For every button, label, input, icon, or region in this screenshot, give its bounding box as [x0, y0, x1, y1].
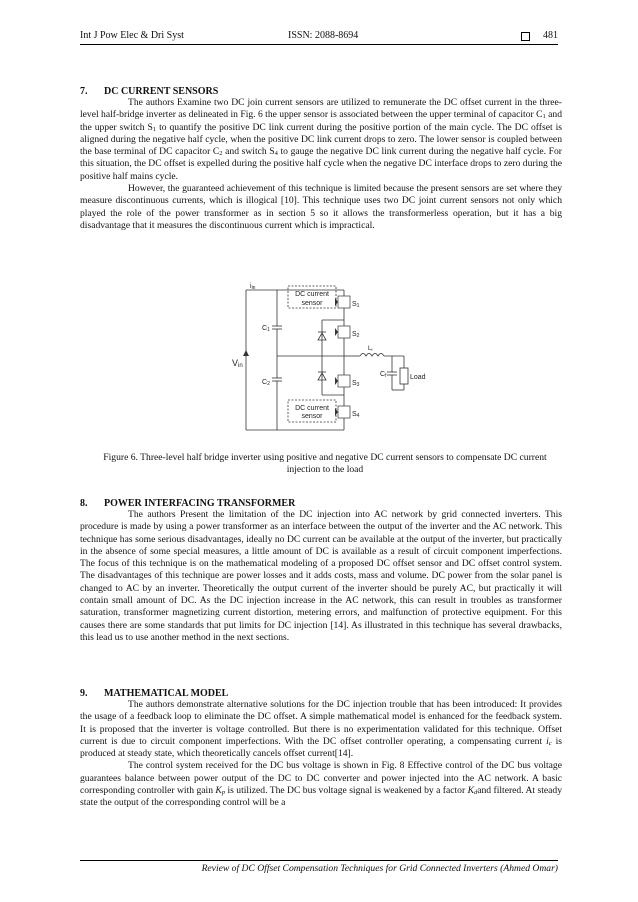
switch-s3: [338, 375, 350, 387]
label-c2: C2: [262, 379, 270, 387]
section-8-heading: [80, 498, 562, 509]
section-7-heading: [80, 86, 562, 97]
section-7-paragraph-1: The authors Examine two DC join current sensors are utilized to remunerate the DC offset current in the three-level half-bridge inverter as delineated in Fig. 6 the upper sensor is associated between the upper terminal of capacitor $C_1$ and the upper switch $S_1$ to quantify the positive DC link current during the positive portion of the main cycle. The DC offset is aligned during the negative half cycle, when the positive DC link current drops to zero. The lower sensor is coupled between the base terminal of DC capacitor $C_2$ and switch $S_4$ to gauge the negative DC link current during the negative half cycle. For this situation, the DC offset is expelled during the positive half cycle when the negative DC interface drops to zero during the positive half mains cycle.: [80, 97, 562, 182]
running-footer: Review of DC Offset Compensation Techniques for Grid Connected Inverters (Ahmed Omar): [80, 860, 558, 874]
switch-s1: [338, 296, 350, 308]
section-8-number: 8.: [80, 498, 88, 509]
switch-s2: [338, 326, 350, 338]
label-sensor-top-line1: DC current: [295, 291, 329, 298]
label-load: Load: [410, 374, 426, 381]
section-9-heading: [80, 688, 562, 699]
label-s1: S1: [352, 301, 360, 309]
label-sensor-bottom-line2: sensor: [301, 413, 323, 420]
circuit-diagram: [232, 280, 432, 440]
figure-6-caption: Figure 6. Three-level half bridge inverter using positive and negative DC current sensors to compensate DC current injection to the load: [103, 452, 547, 476]
page-number: 481: [543, 30, 558, 41]
section-9-title: MATHEMATICAL MODEL: [104, 688, 229, 699]
section-7-paragraph-2: However, the guaranteed achievement of this technique is limited because the present sensors are set where they measure discontinuous currents, which is illogical [10]. This technique uses two DC joint current sensors not only which played the role of the power transformer as in section 5 so it allows the transformerless operation, but it has a big disadvantage that it measures the discontinuous current which is impractical.: [80, 183, 562, 231]
issn: ISSN: 2088-8694: [288, 30, 359, 41]
label-lf: Lf: [368, 346, 373, 352]
label-c1: C1: [262, 325, 270, 333]
section-8: [80, 498, 562, 644]
section-8-paragraph-1: The authors Present the limitation of the DC injection into AC network by grid connected inverters. This procedure is made by using a power transformer as an interface between the output of the inverter and the AC network. This technique has some serious disadvantages, ideally no DC current can be available at the output of the inverter, but practically in the absence of some special measures, a little amount of DC is available as a result of circuit component imperfections. The focus of this technique is on the mathematical modeling of a proposed DC offset sensor and DC offset control system. The disadvantages of this technique are power losses and it adds costs, mass and volume. DC power from the solar panel is changed to AC by an inverter. Theoretically the output current of the inverter should be purely AC, but practically it will contain small amount of DC. As the DC injection increase in the AC network, this can result in troubles as transformer saturation, transformer magnetizing current distortion, metering errors, and malfunction of protective equipment. For this causes there are some standards that put limits for DC injection [14]. As illustrated in this technique has several drawbacks, this lead us to use another method in the next sections.: [80, 509, 562, 643]
journal-name: Int J Pow Elec & Dri Syst: [80, 30, 184, 41]
switch-s4: [338, 406, 350, 418]
label-vin: Vin: [232, 358, 243, 369]
gain-kp-symbol: $K_p$: [215, 785, 226, 797]
label-iin: iin: [250, 283, 256, 291]
section-9-number: 9.: [80, 688, 88, 699]
section-9-paragraph-1: The authors demonstrate alternative solutions for the DC injection trouble that has been introduced: It provides the usage of a feedback loop to eliminate the DC offset. A simple mathematical model is enhanced for the feedback system. It is proposed that the inverter is voltage controlled. But there is no experimentation validated for this technique. Offset current is due to circuit component imperfections. With the DC offset controller operating, a compensating current $i_c$ is produced at steady state, which theoretically cancels offset current[14].: [80, 699, 562, 760]
factor-kd-symbol: $K_d$: [467, 785, 478, 797]
section-8-title: POWER INTERFACING TRANSFORMER: [104, 498, 296, 509]
section-7-title: DC CURRENT SENSORS: [104, 86, 219, 97]
section-9-paragraph-2: The control system received for the DC bus voltage is shown in Fig. 8 Effective control of the DC bus voltage guarantees balance between power output of the DC to DC converter and power injected into the AC network. A basic corresponding controller with gain $K_p$ is utilized. The DC bus voltage signal is weakened by a factor $K_dand$ filtered. At steady state the output of the corresponding control will be a: [80, 760, 563, 809]
compensating-current-symbol: $i_c$: [546, 735, 552, 747]
label-s3: S3: [352, 380, 360, 388]
label-sensor-top-line2: sensor: [301, 300, 323, 307]
section-9: [80, 688, 562, 810]
section-7-number: 7.: [80, 86, 88, 97]
running-header: [80, 30, 558, 45]
label-s2: S2: [352, 331, 360, 339]
section-7: [80, 86, 562, 232]
square-bullet-icon: [521, 32, 530, 41]
label-s4: S4: [352, 411, 360, 419]
label-sensor-bottom-line1: DC current: [295, 405, 329, 412]
figure-6-circuit: [232, 280, 432, 440]
label-cf: Cf: [380, 371, 387, 379]
